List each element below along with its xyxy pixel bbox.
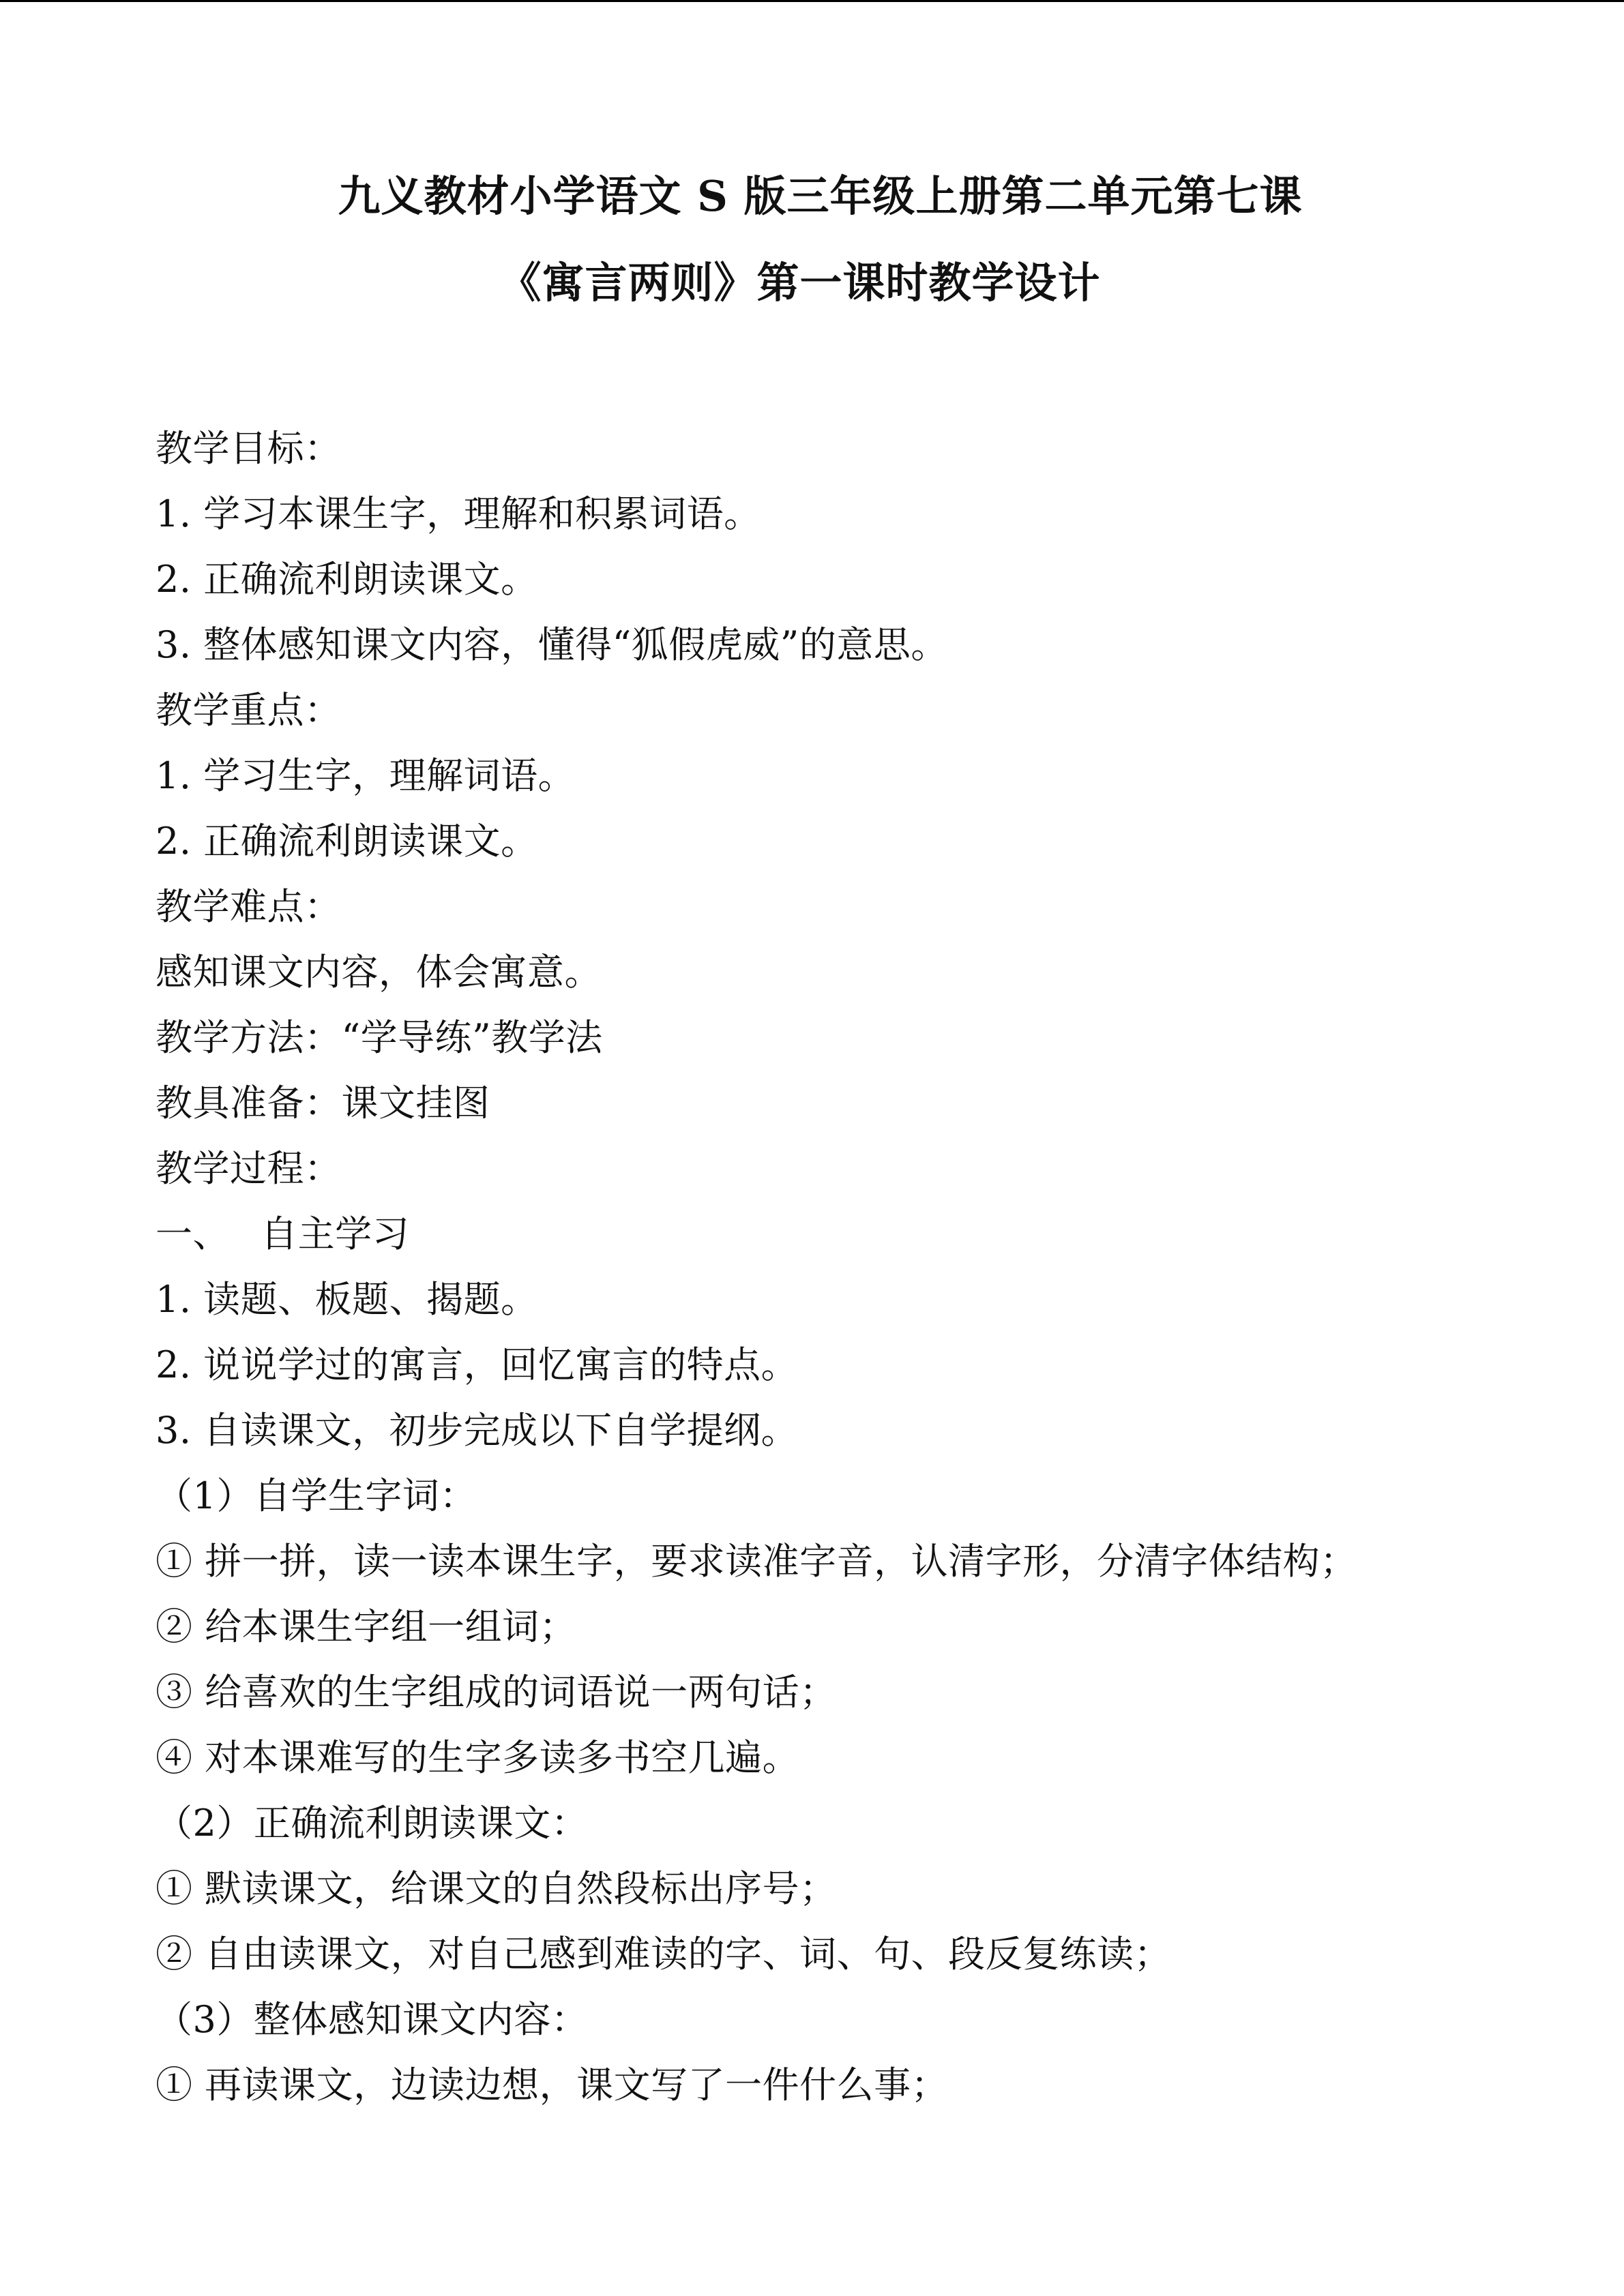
key-point-item: 1. 学习生字，理解词语。 bbox=[156, 754, 576, 797]
sub-item: ① 默读课文，给课文的自然段标出序号； bbox=[156, 1867, 837, 1910]
key-point-item: 2. 正确流利朗读课文。 bbox=[156, 820, 538, 863]
objective-item: 1. 学习本课生字，理解和积累词语。 bbox=[156, 492, 761, 535]
section-heading-key-points: 教学重点： bbox=[156, 689, 342, 732]
document-title-line-1: 九义教材小学语文 S 版三年级上册第二单元第七课 bbox=[338, 171, 1303, 221]
sub-heading: （1）自学生字词： bbox=[156, 1474, 477, 1517]
sub-item: ① 拼一拼，读一读本课生字，要求读准字音，认清字形，分清字体结构； bbox=[156, 1540, 1357, 1583]
sub-item: ③ 给喜欢的生字组成的词语说一两句话； bbox=[156, 1671, 837, 1714]
page-top-border bbox=[0, 0, 1624, 2]
section-heading-difficulties: 教学难点： bbox=[156, 885, 342, 928]
sub-item: ② 给本课生字组一组词； bbox=[156, 1605, 577, 1648]
section-heading-process: 教学过程： bbox=[156, 1147, 342, 1190]
process-item: 2. 说说学过的寓言，回忆寓言的特点。 bbox=[156, 1343, 799, 1386]
objective-item: 3. 整体感知课文内容，懂得“狐假虎威”的意思。 bbox=[156, 623, 948, 666]
section-heading-objectives: 教学目标： bbox=[156, 427, 342, 470]
process-item: 3. 自读课文，初步完成以下自学提纲。 bbox=[156, 1409, 799, 1452]
sub-item: ① 再读课文，边读边想，课文写了一件什么事； bbox=[156, 2063, 949, 2106]
sub-heading: （2）正确流利朗读课文： bbox=[156, 1802, 589, 1845]
sub-item: ④ 对本课难写的生字多读多书空几遍。 bbox=[156, 1736, 800, 1779]
process-step-heading: 一、 自主学习 bbox=[156, 1212, 410, 1255]
document-title-line-2: 《寓言两则》第一课时教学设计 bbox=[499, 258, 1101, 308]
objective-item: 2. 正确流利朗读课文。 bbox=[156, 558, 538, 601]
process-item: 1. 读题、板题、揭题。 bbox=[156, 1278, 538, 1321]
teaching-aids-line: 教具准备：课文挂图 bbox=[156, 1082, 490, 1124]
difficulty-item: 感知课文内容，体会寓意。 bbox=[156, 951, 602, 994]
sub-item: ② 自由读课文，对自己感到难读的字、词、句、段反复练读； bbox=[156, 1933, 1172, 1976]
teaching-method-line: 教学方法：“学导练”教学法 bbox=[156, 1016, 603, 1059]
document-body bbox=[156, 421, 1492, 2123]
sub-heading: （3）整体感知课文内容： bbox=[156, 1998, 589, 2041]
